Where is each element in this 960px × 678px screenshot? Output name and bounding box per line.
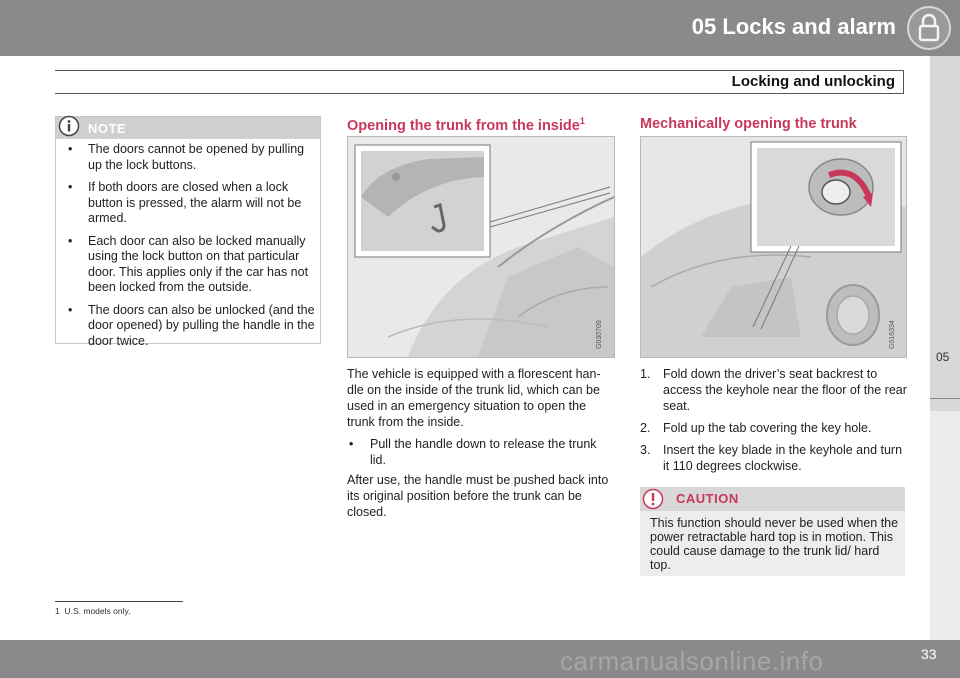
step-number: 3. [640, 443, 651, 457]
step-number: 1. [640, 367, 651, 381]
step-text: Insert the key blade in the keyhole and turn it 110 degrees clockwise. [663, 443, 903, 473]
note-item: • Each door can also be locked manually using the lock button on that particular door. This applies only if the car has not been locked from the outside. [66, 234, 316, 296]
caution-header [640, 487, 905, 511]
step-number: 2. [640, 421, 651, 435]
watermark: carmanualsonline.info [560, 646, 824, 676]
page-number: 33 [921, 646, 937, 662]
caution-label: CAUTION [676, 491, 739, 506]
trunk-inside-after: After use, the handle must be pushed back into its original position before the trunk can be closed. [347, 473, 609, 519]
footnote-text: U.S. models only. [64, 606, 131, 616]
bullet-text: Pull the handle down to release the trunk lid. [370, 437, 597, 467]
section-title: Locking and unlocking [731, 73, 895, 90]
trunk-inside-bullet [347, 436, 611, 468]
trunk-mech-title: Mechanically opening the trunk [640, 116, 857, 132]
footnote-mark: 1 [55, 606, 60, 616]
step-item [640, 442, 908, 474]
step-item [640, 366, 908, 414]
note-item: • The doors cannot be opened by pulling up the lock buttons. [66, 142, 316, 173]
note-list [66, 142, 316, 356]
info-icon [58, 115, 80, 137]
step-item [640, 420, 908, 436]
trunk-mech-illustration [641, 137, 906, 357]
step-text: Fold up the tab covering the key hole. [663, 421, 872, 435]
caution-icon [642, 488, 664, 510]
footnote-rule [55, 601, 183, 602]
note-item: • The doors can also be unlocked (and the door opened) by pulling the handle in the door twice. [66, 303, 316, 350]
lock-icon [906, 5, 952, 51]
figure-code: G016334 [889, 320, 896, 349]
chapter-tab-label: 05 [936, 350, 950, 364]
caution-text: This function should never be used when the power retractable hard top is in motion. This could cause damage to the trunk lid/ hard top. [650, 516, 899, 572]
footnote-ref: 1 [579, 116, 585, 126]
chapter-title: 05 Locks and alarm [691, 14, 896, 39]
side-tab-lower [930, 411, 960, 640]
trunk-inside-figure [347, 136, 615, 358]
trunk-inside-intro: The vehicle is equipped with a florescent han-dle on the inside of the trunk lid, which can be used in an emergency situation to open the trunk from the inside. [347, 367, 601, 429]
trunk-inside-title-text: Opening the trunk from the inside [347, 117, 580, 134]
step-text: Fold down the driver’s seat backrest to access the keyhole near the floor of the rear seat. [663, 367, 907, 413]
figure-code: G030709 [596, 320, 603, 349]
section-header [55, 70, 904, 94]
trunk-mech-steps [640, 366, 908, 480]
footnote [55, 606, 130, 616]
side-tab-divider [930, 398, 960, 399]
trunk-inside-illustration [348, 137, 614, 357]
note-label: NOTE [88, 121, 127, 136]
note-header [56, 117, 320, 139]
trunk-inside-title [347, 116, 585, 134]
note-item: • If both doors are closed when a lock button is pressed, the alarm will not be armed. [66, 180, 316, 227]
trunk-mech-figure [640, 136, 907, 358]
bullet-mark: • [349, 437, 354, 451]
